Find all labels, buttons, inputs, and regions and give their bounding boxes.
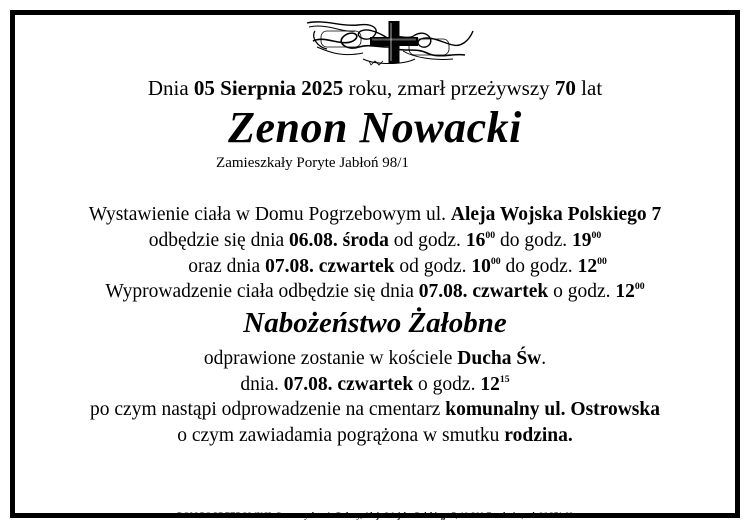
church-line: odprawione zostanie w kościele Ducha Św.	[203, 348, 547, 369]
procession-line: Wyprowadzenie ciała odbędzie się dnia 07.08. czwartek o godz. $12^{00}$	[105, 280, 645, 302]
viewing-location-line: Wystawienie ciała w Domu Pogrzebowym ul. Aleja Wojska Polskiego 7	[88, 204, 662, 225]
cemetery-name: komunalny ul. Ostrowska	[445, 399, 660, 420]
family-word: rodzina.	[504, 425, 573, 446]
viewing-day1-line: odbędzie się dnia 06.08. środa od godz. $16^{00}$ do godz. $19^{00}$	[148, 229, 602, 251]
death-date: 05 Sierpnia 2025	[193, 76, 344, 100]
viewing-day2-line: oraz dnia 07.08. czwartek od godz. $10^{00}$ do godz. $12^{00}$	[188, 255, 607, 277]
funeral-home-footer: DOM POGRZEBOWY H. Czartoryska -A. Bałazy, Aleja Wojska Polskiego 7, 18-300 Zambrów, tel. 86 271 69	[177, 510, 573, 520]
church-name: Ducha Św	[457, 348, 542, 369]
family-notice-line: o czym zawiadamia pogrążona w smutku rodzina.	[177, 425, 573, 446]
cemetery-line: po czym nastąpi odprowadzenie na cmentarz komunalny ul. Ostrowska	[90, 399, 660, 420]
deceased-address: Zamieszkały Poryte Jabłoń 98/1	[216, 155, 409, 171]
deceased-name: Zenon Nowacki	[228, 103, 522, 152]
death-date-line: Dnia 05 Sierpnia 2025 roku, zmarł przeżywszy 70 lat	[147, 76, 603, 100]
cross-ribbon-ornament	[303, 17, 475, 69]
service-time-line: dnia. 07.08. czwartek o godz. $12^{15}$	[240, 373, 510, 395]
service-heading: Nabożeństwo Żałobne	[243, 307, 507, 339]
age: 70	[554, 76, 576, 100]
viewing-place: Aleja Wojska Polskiego 7	[450, 204, 662, 225]
